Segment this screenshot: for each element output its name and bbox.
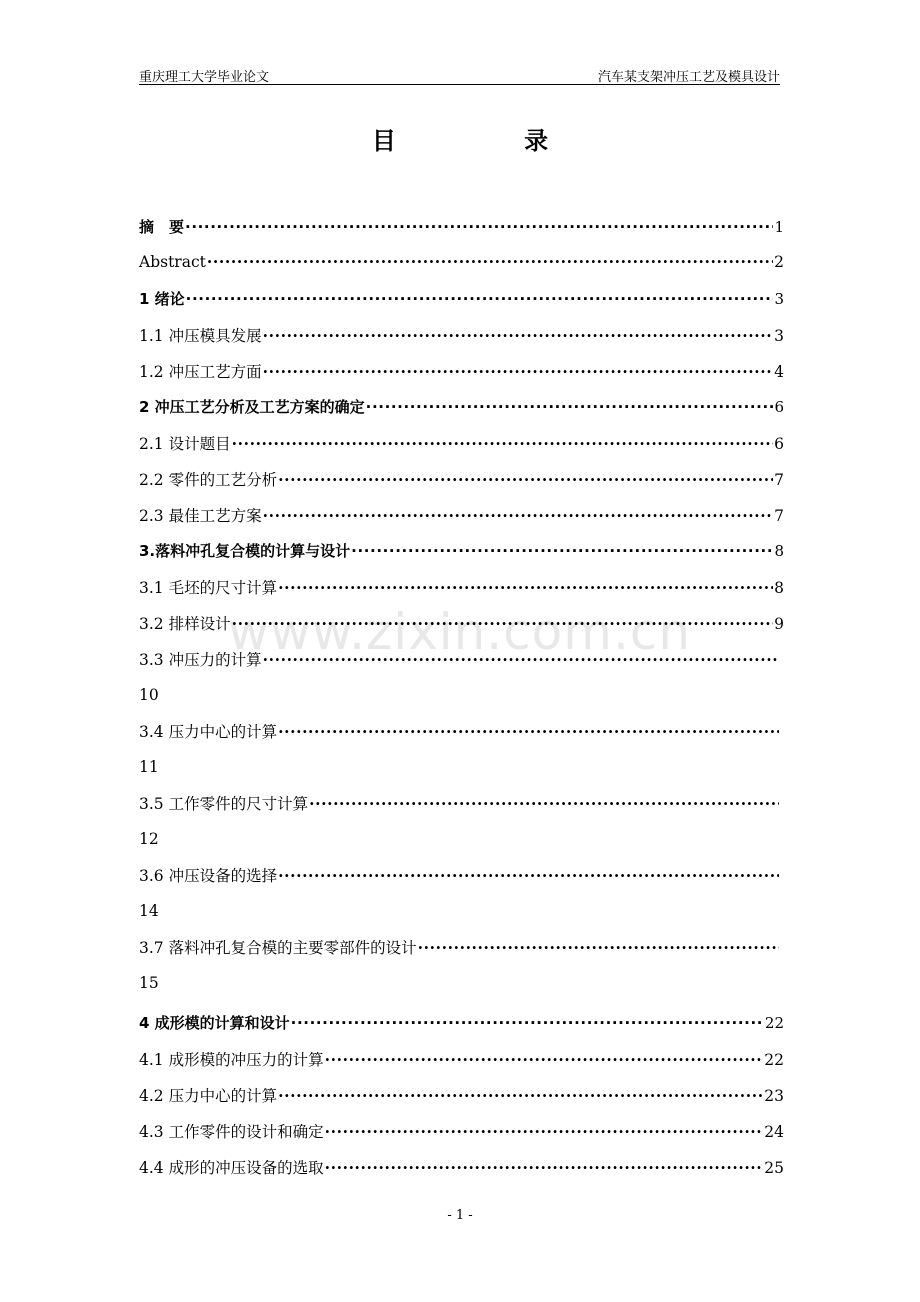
toc-entry[interactable] (139, 1012, 784, 1036)
toc-dot-leader (232, 614, 774, 633)
toc-entry-page: 11 (139, 758, 159, 776)
toc-entry-label: 摘 要 (139, 218, 185, 236)
toc-entry[interactable] (139, 396, 784, 420)
toc-entry[interactable] (139, 468, 784, 492)
toc-entry-page: 25 (764, 1159, 784, 1177)
toc-entry-page: 8 (774, 542, 784, 560)
toc-dot-leader (309, 794, 779, 813)
toc-entry-label: 1.2 冲压工艺方面 (139, 363, 262, 381)
toc-entry-label: 4 成形模的计算和设计 (139, 1014, 290, 1032)
toc-entry-page: 15 (139, 974, 159, 992)
toc-entry[interactable] (139, 1048, 784, 1072)
toc-entry-label: 2 冲压工艺分析及工艺方案的确定 (139, 398, 365, 416)
toc-dot-leader (278, 1086, 763, 1105)
toc-dot-leader (291, 1014, 764, 1032)
toc-entry-label: 2.2 零件的工艺分析 (139, 471, 278, 489)
toc-entry-label: 3.4 压力中心的计算 (139, 723, 278, 741)
toc-dot-leader (263, 326, 774, 345)
page-header (139, 64, 780, 85)
toc-entry-page: 23 (764, 1087, 784, 1105)
toc-entry-page: 12 (139, 830, 159, 848)
toc-entry-page: 10 (139, 686, 159, 704)
toc-entry-label: 3.2 排样设计 (139, 615, 231, 633)
toc-entry-page: 22 (764, 1014, 784, 1032)
toc-entry-label: 4.2 压力中心的计算 (139, 1087, 278, 1105)
toc-entry-label: 4.1 成形模的冲压力的计算 (139, 1051, 324, 1069)
toc-dot-leader (232, 434, 774, 453)
toc-entry[interactable] (139, 252, 784, 276)
toc-entry-page: 7 (774, 471, 784, 489)
toc-entry-label: 3.5 工作零件的尺寸计算 (139, 795, 309, 813)
toc-dot-leader (207, 252, 773, 271)
toc-entry[interactable] (139, 1120, 784, 1144)
toc-entry[interactable] (139, 648, 780, 672)
toc-entry[interactable] (139, 612, 784, 636)
toc-entry[interactable] (139, 576, 784, 600)
toc-title: 目 录 (371, 127, 609, 155)
watermark: www.zixin.com.cn (228, 603, 692, 661)
toc-dot-leader (351, 542, 773, 560)
toc-entry[interactable] (139, 936, 780, 960)
toc-dot-leader (263, 362, 774, 381)
header-right-text: 汽车某支架冲压工艺及模具设计 (597, 70, 780, 85)
toc-dot-leader (418, 938, 779, 957)
toc-dot-leader (325, 1158, 764, 1177)
toc-dot-leader (325, 1050, 764, 1069)
toc-entry-label: 3.3 冲压力的计算 (139, 651, 262, 669)
toc-entry-label: 2.3 最佳工艺方案 (139, 507, 262, 525)
toc-entry[interactable] (139, 432, 784, 456)
toc-entry-label: Abstract (139, 253, 206, 271)
toc-entry[interactable] (139, 792, 780, 816)
toc-dot-leader (278, 578, 773, 597)
toc-entry[interactable] (139, 1084, 784, 1108)
toc-entry-page: 9 (774, 615, 784, 633)
toc-entry-label: 1 绪论 (139, 290, 185, 308)
toc-entry-label: 4.3 工作零件的设计和确定 (139, 1123, 324, 1141)
toc-entry-label: 2.1 设计题目 (139, 435, 231, 453)
toc-entry[interactable] (139, 324, 784, 348)
toc-entry-page: 7 (774, 507, 784, 525)
toc-entry[interactable] (139, 288, 784, 312)
toc-entry-label: 3.7 落料冲孔复合模的主要零部件的设计 (139, 939, 417, 957)
header-left-text: 重庆理工大学毕业论文 (139, 70, 270, 85)
toc-entry[interactable] (139, 1156, 784, 1180)
toc-dot-leader (366, 398, 774, 416)
toc-entry[interactable] (139, 360, 784, 384)
toc-entry-page: 8 (774, 579, 784, 597)
toc-entry-page: 24 (764, 1123, 784, 1141)
toc-dot-leader (263, 650, 779, 669)
page-number: - 1 - (447, 1208, 473, 1223)
toc-entry-page: 14 (139, 902, 159, 920)
toc-entry[interactable] (139, 864, 780, 888)
toc-dot-leader (278, 722, 779, 741)
toc-entry-page: 6 (774, 398, 784, 416)
toc-entry-label: 3.落料冲孔复合模的计算与设计 (139, 542, 351, 560)
toc-entry-label: 4.4 成形的冲压设备的选取 (139, 1159, 324, 1177)
toc-entry-page: 4 (774, 363, 784, 381)
toc-entry-page: 2 (774, 253, 784, 271)
toc-entry-page: 1 (774, 218, 784, 236)
toc-entry-page: 3 (774, 327, 784, 345)
toc-dot-leader (186, 290, 774, 308)
toc-entry[interactable] (139, 720, 780, 744)
toc-entry-label: 3.6 冲压设备的选择 (139, 867, 278, 885)
toc-entry-page: 3 (774, 290, 784, 308)
toc-entry-page: 6 (774, 435, 784, 453)
toc-entry[interactable] (139, 540, 784, 564)
toc-entry[interactable] (139, 216, 784, 240)
toc-entry[interactable] (139, 504, 784, 528)
toc-dot-leader (185, 218, 773, 236)
toc-entry-label: 3.1 毛坯的尺寸计算 (139, 579, 278, 597)
toc-dot-leader (278, 470, 773, 489)
toc-entry-label: 1.1 冲压模具发展 (139, 327, 262, 345)
toc-entry-page: 22 (764, 1051, 784, 1069)
toc-dot-leader (263, 506, 774, 525)
toc-dot-leader (325, 1122, 764, 1141)
toc-dot-leader (278, 866, 779, 885)
